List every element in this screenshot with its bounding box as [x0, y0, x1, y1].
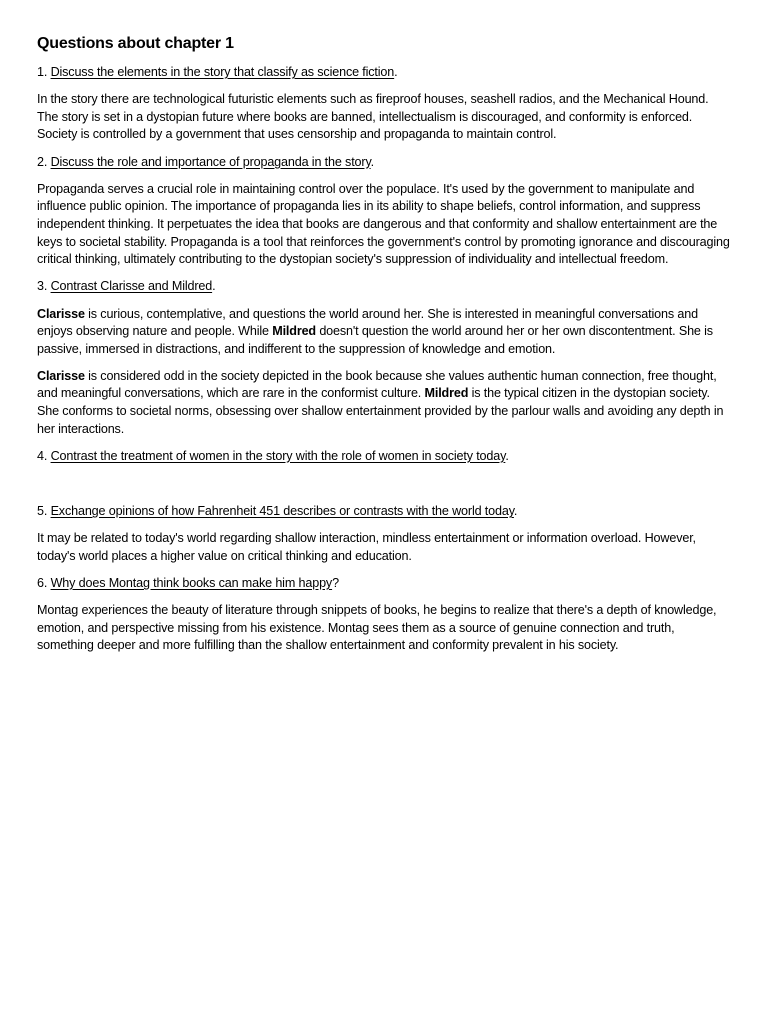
question-punct: .: [212, 279, 216, 294]
answer-1: In the story there are technological futuristic elements such as fireproof houses, seashell radios, and the Mechanical Hound. The story is set in a dystopian future where books are banned, intellectualism is discouraged, and conformity is enforced. Society is controlled by a government that uses censorship and propaganda to maintain control.: [37, 92, 709, 142]
character-name-mildred: Mildred: [272, 324, 316, 339]
answer-5: It may be related to today's world regarding shallow interaction, mindless entertainment or information overload. However, today's world places a higher value on critical thinking and education.: [37, 531, 696, 563]
question-text: Discuss the role and importance of propaganda in the story: [50, 154, 371, 169]
answer-2: Propaganda serves a crucial role in maintaining control over the populace. It's used by the government to manipulate and influence public opinion. The importance of propaganda lies in its ability to shape beliefs, control information, and suppress independent thinking. It perpetuates the idea that books are dangerous and that conformity and shallow entertainment are the keys to societal stability. Propaganda is a tool that reinforces the government's control by promoting ignorance and discouraging critical thinking, ultimately contributing to the dystopian society's suppression of individuality and intellectual freedom.: [37, 181, 730, 267]
question-text: Contrast the treatment of women in the story with the role of women in society today: [50, 448, 506, 463]
question-number: 3.: [37, 279, 51, 294]
question-6: [37, 575, 732, 593]
question-punct: .: [394, 65, 398, 79]
character-name-mildred: Mildred: [424, 386, 469, 401]
question-4: [37, 448, 732, 466]
question-punct: .: [370, 154, 375, 169]
character-name-clarisse: Clarisse: [37, 368, 85, 383]
question-5: [37, 503, 732, 521]
question-text: Exchange opinions of how Fahrenheit 451 describes or contrasts with the world today: [50, 504, 514, 519]
question-text: Why does Montag think books can make him happy: [50, 576, 333, 590]
question-1: [37, 64, 732, 82]
answer-text: is the typical citizen in the dystopian society. She conforms to societal norms, obsessing over shallow entertainment provided by the parlour walls and avoiding any depth in her interactions.: [37, 386, 724, 436]
answer-text: doesn't question the world around her or her own discontentment. She is passive, immersed in distractions, and indifferent to the suppression of knowledge and emotion.: [37, 324, 713, 356]
answer-6: Montag experiences the beauty of literature through snippets of books, he begins to realize that there's a depth of knowledge, emotion, and perspective missing from his existence. Montag sees them as a source of genuine connection and truth, something deeper and more fulfilling than the shallow entertainment and conformity prevalent in his society.: [37, 603, 717, 653]
question-text: Contrast Clarisse and Mildred: [50, 279, 213, 294]
document-title: Questions about chapter 1: [37, 35, 234, 52]
question-number: 2.: [37, 154, 51, 169]
question-number: 4.: [37, 448, 51, 463]
answer-3-paragraph-1: [37, 306, 732, 359]
answer-3-paragraph-2: [37, 368, 732, 438]
question-3: [37, 278, 732, 296]
answer-text: is curious, contemplative, and questions the world around her. She is interested in meaningful conversations and enjoys observing nature and people. While: [37, 306, 698, 339]
question-punct: .: [505, 448, 509, 463]
question-number: 6.: [37, 576, 51, 590]
question-2: [37, 154, 732, 172]
question-number: 1.: [37, 65, 51, 79]
empty-answer-4: [37, 475, 732, 503]
question-punct: .: [513, 504, 518, 519]
answer-text: is considered odd in the society depicted in the book because she values authentic human connection, free thought, and meaningful conversations, which are rare in the conformist culture.: [37, 368, 717, 401]
question-text: Discuss the elements in the story that classify as science fiction: [50, 65, 395, 79]
question-number: 5.: [37, 504, 51, 519]
character-name-clarisse: Clarisse: [37, 306, 85, 321]
question-punct: ?: [332, 576, 339, 590]
